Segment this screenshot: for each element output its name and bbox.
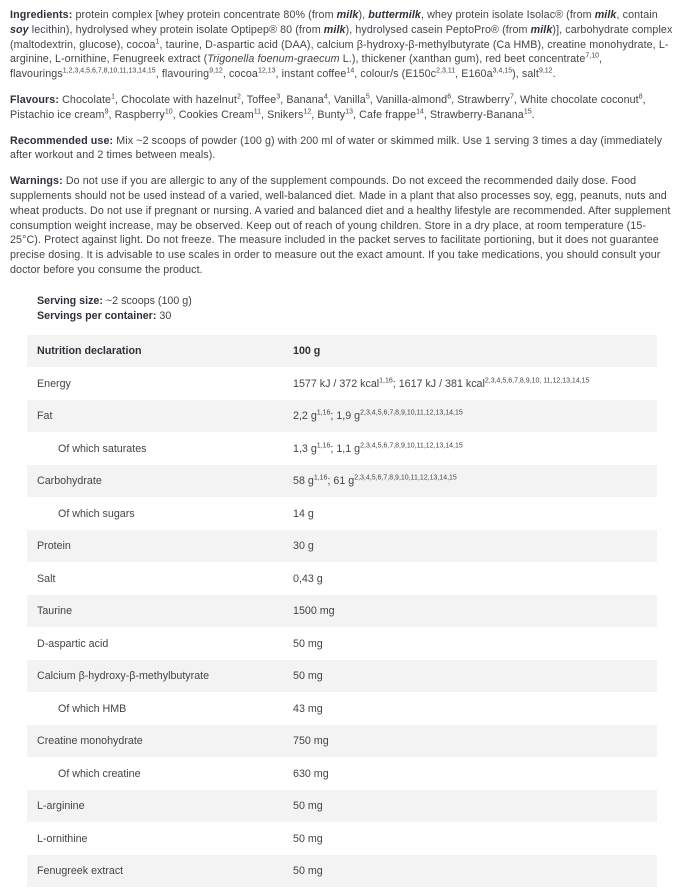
serving-size-line bbox=[37, 294, 673, 310]
table-row bbox=[27, 530, 657, 563]
table-row bbox=[27, 757, 657, 790]
footnote-superscript: 5 bbox=[365, 93, 370, 101]
text-segment: , Bunty bbox=[311, 108, 346, 121]
footnote-superscript: 1,16 bbox=[316, 441, 331, 449]
text-segment: 1577 kJ / 372 kcal bbox=[293, 377, 380, 390]
nutrient-value bbox=[293, 703, 657, 715]
footnote-superscript: 1,16 bbox=[379, 376, 393, 384]
table-row bbox=[27, 497, 657, 530]
nutrient-name: Fat bbox=[37, 410, 53, 423]
text-segment: , flavouring bbox=[155, 68, 210, 81]
servings-per-container-line bbox=[37, 309, 673, 325]
footnote-superscript: 1,2,3,4,5,6,7,8,10,11,13,14,15 bbox=[62, 67, 156, 75]
text-segment: , Vanilla bbox=[327, 94, 366, 106]
nutrient-name: Of which saturates bbox=[58, 442, 147, 455]
table-row bbox=[27, 790, 657, 823]
text-segment: Ingredients: bbox=[10, 9, 76, 21]
nutrient-value bbox=[293, 378, 657, 390]
footnote-superscript: 9,12 bbox=[538, 67, 553, 75]
warnings-paragraph bbox=[10, 174, 673, 278]
text-segment: Warnings: bbox=[10, 175, 66, 188]
footnote-superscript: 14 bbox=[416, 108, 424, 116]
recommended-use-paragraph bbox=[10, 134, 673, 164]
footnote-superscript: 8 bbox=[638, 93, 643, 101]
nutrient-value bbox=[293, 865, 657, 877]
nutrient-name: Protein bbox=[37, 540, 71, 553]
text-segment: , Cookies Cream bbox=[172, 108, 254, 121]
text-segment: 14 g bbox=[293, 507, 314, 520]
text-segment: )], carbohydrate complex (maltodextrin, glucose), cocoa bbox=[10, 23, 673, 51]
footnote-superscript: 14 bbox=[346, 67, 355, 75]
nutrient-name: L-ornithine bbox=[37, 832, 88, 845]
table-row bbox=[27, 367, 657, 400]
footnote-superscript: 1,16 bbox=[316, 409, 331, 417]
text-segment: 750 mg bbox=[293, 735, 329, 748]
text-segment: Do not use if you are allergic to any of the supplement compounds. Do not exceed the recommended daily dose. Food supplements should not be used instead of a varied, well-balanced diet. Made in a plant that also processes soy, egg, peanuts, nuts and wheat products. Do not use if pregnant or nursing. A varied and balanced diet and a healthy lifestyle are recommended. After supplement consumption weight increase, may be observed. Keep out of reach of young children. Store in a dry place, at room temperature (15-25°C). Protect against light. Do not freeze. The measure included in the packet serves to facilitate portioning, but it does not guarantee precise dosing. It is advisable to use scales in order to measure out the exact amount. If you take medications, you should consult your doctor before you consume the product. bbox=[10, 175, 671, 276]
footnote-superscript: 1 bbox=[111, 93, 116, 101]
text-segment: Recommended use: bbox=[10, 134, 117, 147]
text-segment: ; 1,9 g bbox=[330, 410, 361, 423]
footnote-superscript: 10 bbox=[164, 108, 173, 116]
nutrient-name: Fenugreek extract bbox=[37, 865, 124, 878]
footnote-superscript: 1 bbox=[155, 38, 160, 46]
footnote-superscript: 6 bbox=[447, 93, 452, 101]
text-segment: 50 mg bbox=[293, 637, 323, 650]
nutrient-name: Energy bbox=[37, 377, 71, 390]
nutrient-value bbox=[293, 800, 657, 812]
footnote-superscript: 7,10 bbox=[585, 52, 600, 60]
text-segment: soy bbox=[10, 23, 29, 36]
text-segment: 50 mg bbox=[293, 832, 323, 845]
text-segment: , Snikers bbox=[260, 108, 304, 121]
text-segment: , Vanilla-almond bbox=[369, 94, 448, 106]
text-segment: L.), thickener (xanthan gum), red beet concentrate bbox=[339, 53, 586, 66]
text-segment: milk bbox=[530, 23, 553, 36]
text-segment: , Pistachio ice cream bbox=[10, 94, 646, 121]
text-segment: , Strawberry-Banana bbox=[423, 108, 524, 121]
footnote-superscript: 9,12 bbox=[209, 67, 223, 75]
servings-per-container-label: Servings per container: bbox=[37, 310, 157, 323]
text-segment: lecithin), hydrolysed whey protein isolate Optipep® 80 (from bbox=[28, 23, 324, 36]
nutrient-name: Of which creatine bbox=[58, 767, 141, 780]
text-segment: 30 g bbox=[293, 540, 314, 553]
table-row bbox=[27, 562, 657, 595]
text-segment: 630 mg bbox=[293, 767, 329, 780]
text-segment: , contain bbox=[616, 9, 658, 21]
nutrient-value bbox=[293, 833, 657, 845]
table-header-row bbox=[27, 335, 657, 368]
nutrient-value bbox=[293, 768, 657, 780]
footnote-superscript: 2,3,4,5,6,7,8,9,10,11,12,13,14,15 bbox=[360, 409, 463, 417]
text-segment: , Raspberry bbox=[108, 108, 165, 121]
text-segment: ), salt bbox=[512, 68, 539, 81]
text-segment: milk bbox=[336, 9, 359, 21]
nutrient-value bbox=[293, 605, 657, 617]
nutrient-value bbox=[293, 540, 657, 552]
nutrient-name: Carbohydrate bbox=[37, 475, 102, 488]
nutrient-value bbox=[293, 410, 657, 422]
text-segment: , E160a bbox=[455, 68, 493, 81]
serving-size-value: ~2 scoops (100 g) bbox=[105, 294, 192, 307]
serving-size-label: Serving size: bbox=[37, 294, 103, 307]
text-segment: , Toffee bbox=[240, 94, 277, 106]
text-segment: 1500 mg bbox=[293, 605, 335, 618]
table-row bbox=[27, 465, 657, 498]
footnote-superscript: 7 bbox=[509, 93, 514, 101]
text-segment: ), hydrolysed casein PeptoPro® (from bbox=[345, 23, 531, 36]
nutrient-name: Creatine monohydrate bbox=[37, 735, 143, 748]
footnote-superscript: 11 bbox=[253, 108, 261, 116]
footnote-superscript: 9 bbox=[104, 108, 109, 116]
nutrient-name: Of which HMB bbox=[58, 702, 127, 715]
table-row bbox=[27, 400, 657, 433]
nutrient-value bbox=[293, 735, 657, 747]
table-header-label: Nutrition declaration bbox=[37, 345, 142, 358]
footnote-superscript: 2,3,4,5,6,7,8,9,10,11,12,13,14,15 bbox=[360, 441, 463, 449]
text-segment: 0,43 g bbox=[293, 572, 323, 585]
nutrient-value bbox=[293, 638, 657, 650]
nutrient-value bbox=[293, 670, 657, 682]
text-segment: Trigonella foenum-graecum bbox=[207, 53, 340, 66]
text-segment: ; 1617 kJ / 381 kcal bbox=[392, 377, 485, 390]
text-segment: , Chocolate with hazelnut bbox=[115, 94, 237, 106]
text-segment: , cocoa bbox=[222, 68, 258, 81]
text-segment: protein complex [whey protein concentrate 80% (from bbox=[75, 9, 337, 21]
nutrient-value bbox=[293, 443, 657, 455]
table-row bbox=[27, 855, 657, 888]
serving-info bbox=[37, 294, 673, 325]
footnote-superscript: 3 bbox=[276, 93, 281, 101]
text-segment: 43 mg bbox=[293, 702, 323, 715]
table-row bbox=[27, 660, 657, 693]
footnote-superscript: 2,3,4,5,6,7,8,9,10,11,12,13,14,15 bbox=[354, 474, 457, 482]
table-header-value: 100 g bbox=[293, 345, 321, 358]
text-segment: , flavourings bbox=[10, 53, 603, 81]
text-segment: 50 mg bbox=[293, 670, 323, 683]
ingredients-paragraph bbox=[10, 8, 673, 82]
servings-per-container-value: 30 bbox=[159, 310, 172, 323]
text-segment: ; 1,1 g bbox=[330, 442, 361, 455]
table-row bbox=[27, 822, 657, 855]
text-segment: , Cafe frappe bbox=[353, 108, 417, 121]
nutrition-table bbox=[27, 335, 657, 888]
nutrient-value bbox=[293, 573, 657, 585]
text-segment: , instant coffee bbox=[275, 68, 347, 81]
footnote-superscript: 15 bbox=[523, 108, 532, 116]
nutrient-value bbox=[293, 475, 657, 487]
text-segment: . bbox=[531, 108, 535, 121]
nutrient-value bbox=[293, 508, 657, 520]
text-segment: 50 mg bbox=[293, 800, 323, 813]
text-segment: 58 g bbox=[293, 475, 314, 488]
nutrient-name: L-arginine bbox=[37, 800, 85, 813]
text-segment: , Strawberry bbox=[451, 94, 510, 106]
nutrient-name: Salt bbox=[37, 572, 56, 585]
footnote-superscript: 13 bbox=[345, 108, 354, 116]
nutrient-name: D-aspartic acid bbox=[37, 637, 109, 650]
table-row bbox=[27, 432, 657, 465]
table-row bbox=[27, 692, 657, 725]
text-segment: 50 mg bbox=[293, 865, 323, 878]
text-segment: buttermilk bbox=[368, 9, 421, 21]
text-segment: milk bbox=[594, 9, 617, 21]
text-segment: , Banana bbox=[280, 94, 324, 106]
footnote-superscript: 2,3,11 bbox=[436, 67, 456, 75]
table-row bbox=[27, 725, 657, 758]
text-segment: Mix ~2 scoops of powder (100 g) with 200 ml of water or skimmed milk. Use 1 serving 3 times a day (immediately after workout and 2 times between meals). bbox=[10, 134, 663, 162]
footnote-superscript: 1,16 bbox=[313, 474, 328, 482]
text-segment: 2,2 g bbox=[293, 410, 317, 423]
text-segment: , taurine, D-aspartic acid (DAA), calcium β-hydroxy-β-methylbutyrate (Ca HMB), creatine monohydrate, L-arginine, L-ornithine, Fenugreek extract ( bbox=[10, 38, 669, 66]
nutrient-name: Calcium β-hydroxy-β-methylbutyrate bbox=[37, 670, 210, 683]
flavours-paragraph bbox=[10, 93, 673, 123]
footnote-superscript: 2,3,4,5,6,7,8,9,10, 11,12,13,14,15 bbox=[484, 376, 590, 384]
table-row bbox=[27, 627, 657, 660]
text-segment: milk bbox=[323, 23, 346, 36]
text-segment: Chocolate bbox=[62, 94, 112, 106]
text-segment: 1,3 g bbox=[293, 442, 317, 455]
footnote-superscript: 12,13 bbox=[257, 67, 276, 75]
footnote-superscript: 3,4,15 bbox=[492, 67, 513, 75]
table-row bbox=[27, 595, 657, 628]
footnote-superscript: 2 bbox=[236, 93, 241, 101]
text-segment: ), bbox=[358, 9, 369, 21]
nutrient-name: Taurine bbox=[37, 605, 73, 618]
text-segment: Flavours: bbox=[10, 94, 63, 106]
text-segment: ; 61 g bbox=[327, 475, 355, 488]
nutrient-name: Of which sugars bbox=[58, 507, 135, 520]
text-segment: , White chocolate coconut bbox=[513, 94, 639, 106]
text-segment: , colour/s (E150c bbox=[354, 68, 437, 81]
footnote-superscript: 12 bbox=[303, 108, 312, 116]
text-segment: , whey protein isolate Isolac® (from bbox=[420, 9, 595, 21]
footnote-superscript: 4 bbox=[323, 93, 328, 101]
text-segment: . bbox=[552, 68, 556, 81]
